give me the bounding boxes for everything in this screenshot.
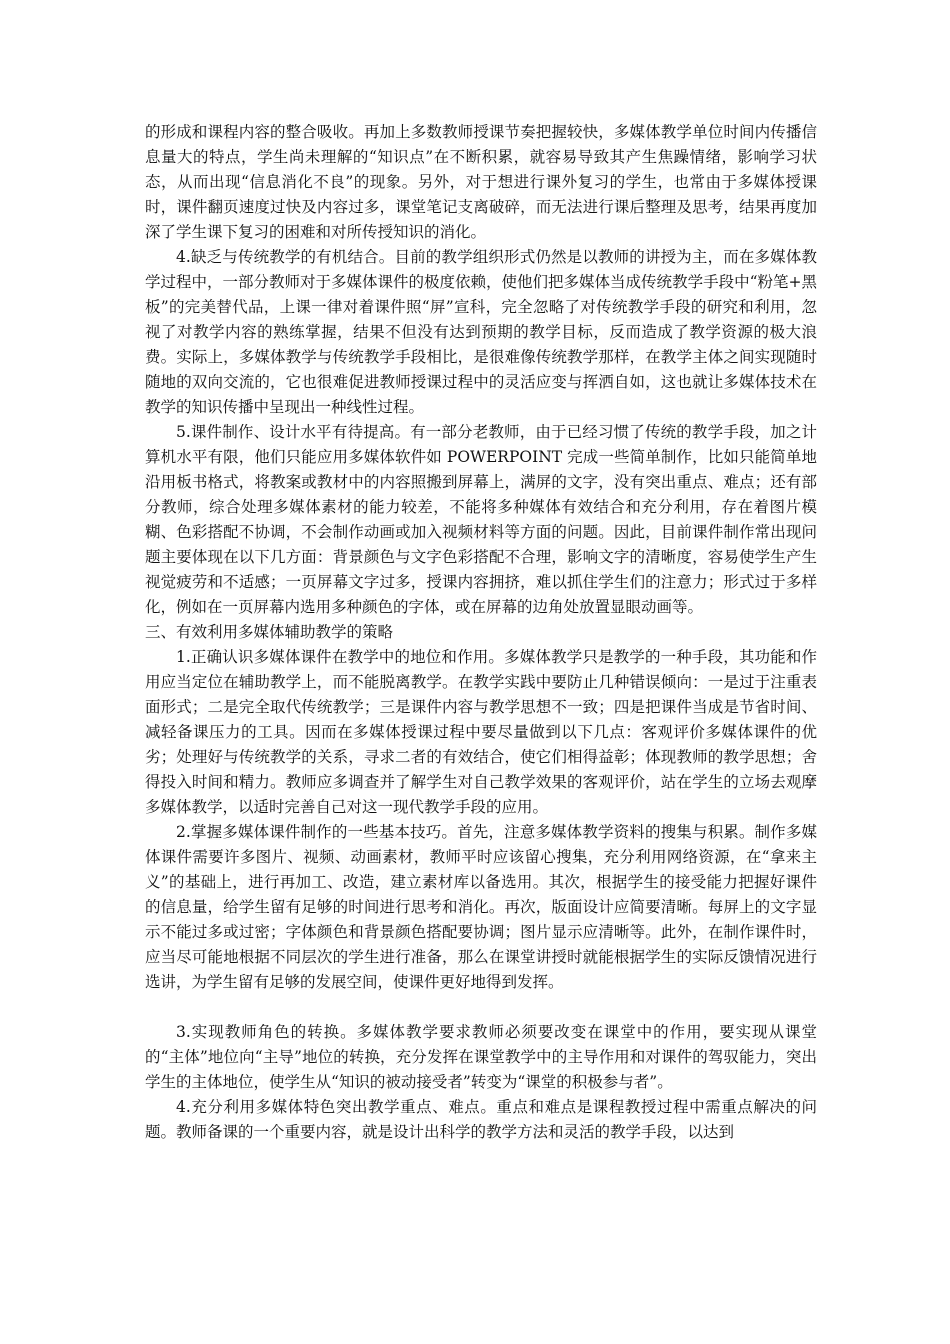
section-heading-strategies: 三、有效利用多媒体辅助教学的策略 xyxy=(145,623,394,641)
paragraph-strategy-1: 1.正确认识多媒体课件在教学中的地位和作用。多媒体教学只是教学的一种手段，其功能和作用应当定位在辅助教学上，而不能脱离教学。在教学实践中要防止几种错误倾向：一是过于注重表面形式；二是完全取代传统教学；三是课件内容与教学思想不一致；四是把课件当成是节省时间、减轻备课压力的工具。因而在多媒体授课过程中要尽量做到以下几点：客观评价多媒体课件的优劣；处理好与传统教学的关系，寻求二者的有效结合，使它们相得益彰；体现教师的教学思想；舍得投入时间和精力。教师应多调查并了解学生对自己教学效果的客观评价，站在学生的立场去观摩多媒体教学，以适时完善自己对这一现代教学手段的应用。 xyxy=(145,648,817,816)
paragraph-strategy-3: 3.实现教师角色的转换。多媒体教学要求教师必须要改变在课堂中的作用，要实现从课堂的“主体”地位向“主导”地位的转换，充分发挥在课堂教学中的主导作用和对课件的驾驭能力，突出学生的主体地位，使学生从“知识的被动接受者”转变为“课堂的积极参与者”。 xyxy=(145,1023,817,1091)
paragraph-strategy-2: 2.掌握多媒体课件制作的一些基本技巧。首先，注意多媒体教学资料的搜集与积累。制作多媒体课件需要许多图片、视频、动画素材，教师平时应该留心搜集，充分利用网络资源，在“拿来主义”的基础上，进行再加工、改造，建立素材库以备选用。其次，根据学生的接受能力把握好课件的信息量，给学生留有足够的时间进行思考和消化。再次，版面设计应简要清晰。每屏上的文字显示不能过多或过密；字体颜色和背景颜色搭配要协调；图片显示应清晰等。此外，在制作课件时，应当尽可能地根据不同层次的学生进行准备，那么在课堂讲授时就能根据学生的实际反馈情况进行选讲，为学生留有足够的发展空间，使课件更好地得到发挥。 xyxy=(145,823,817,991)
paragraph-continuation: 的形成和课程内容的整合吸收。再加上多数教师授课节奏把握较快，多媒体教学单位时间内传播信息量大的特点，学生尚未理解的“知识点”在不断积累，就容易导致其产生焦躁情绪，影响学习状态，从而出现“信息消化不良”的现象。另外，对于想进行课外复习的学生，也常由于多媒体授课时，课件翻页速度过快及内容过多，课堂笔记支离破碎，而无法进行课后整理及思考，结果再度加深了学生课下复习的困难和对所传授知识的消化。 xyxy=(145,123,817,241)
paragraph-point-4-traditional-teaching: 4.缺乏与传统教学的有机结合。目前的教学组织形式仍然是以教师的讲授为主，而在多媒体教学过程中，一部分教师对于多媒体课件的极度依赖，使他们把多媒体当成传统教学手段中“粉笔+黑板”的完美替代品，上课一律对着课件照“屏”宣科，完全忽略了对传统教学手段的研究和利用，忽视了对教学内容的熟练掌握，结果不但没有达到预期的教学目标，反而造成了教学资源的极大浪费。实际上，多媒体教学与传统教学手段相比，是很难像传统教学那样，在教学主体之间实现随时随地的双向交流的，它也很难促进教师授课过程中的灵活应变与挥洒自如，这也就让多媒体技术在教学的知识传播中呈现出一种线性过程。 xyxy=(145,248,817,416)
blank-line xyxy=(145,995,817,1020)
paragraph-strategy-4: 4.充分利用多媒体特色突出教学重点、难点。重点和难点是课程教授过程中需重点解决的问题。教师备课的一个重要内容，就是设计出科学的教学方法和灵活的教学手段，以达到 xyxy=(145,1098,817,1141)
paragraph-point-5-courseware-design: 5.课件制作、设计水平有待提高。有一部分老教师，由于已经习惯了传统的教学手段，加之计算机水平有限，他们只能应用多媒体软件如 POWERPOINT 完成一些简单制作，比如只能简单地沿用板书格式，将教案或教材中的内容照搬到屏幕上，满屏的文字，没有突出重点、难点；还有部分教师，综合处理多媒体素材的能力较差，不能将多种媒体有效结合和充分利用，存在着图片模糊、色彩搭配不协调，不会制作动画或加入视频材料等方面的问题。因此，目前课件制作常出现问题主要体现在以下几方面：背景颜色与文字色彩搭配不合理，影响文字的清晰度，容易使学生产生视觉疲劳和不适感；一页屏幕文字过多，授课内容拥挤，难以抓住学生们的注意力；形式过于多样化，例如在一页屏幕内选用多种颜色的字体，或在屏幕的边角处放置显眼动画等。 xyxy=(145,423,817,616)
document-body xyxy=(145,120,817,1145)
